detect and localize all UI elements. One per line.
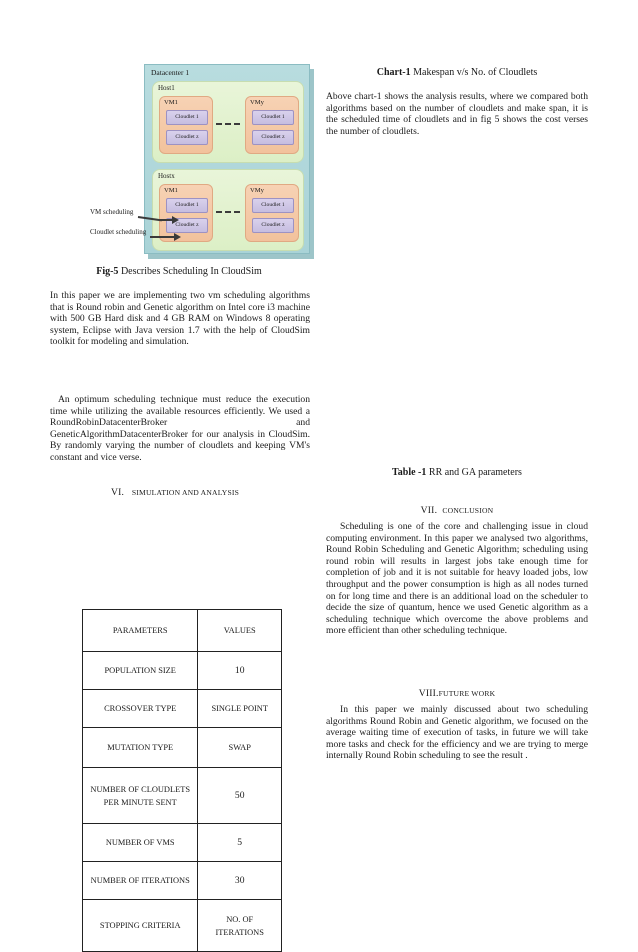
table-1-caption-text: RR and GA parameters — [426, 467, 522, 478]
vm-box — [159, 96, 213, 154]
table-row — [83, 824, 282, 862]
cloudlet-scheduling-arrow — [150, 236, 174, 238]
table-cell-value-line-1: NO. OF — [226, 914, 254, 924]
vm-box — [245, 184, 299, 242]
table-row — [83, 652, 282, 690]
table-cell-value: 10 — [198, 652, 282, 690]
conclusion-paragraph: Scheduling is one of the core and challenging issue in cloud computing environment. In this paper we analysed two algorithms, Round Robin Scheduling and Genetic Algorithm; scheduling using round robin will results in largest jobs take enough time for completion of job and it is not suitable for heavy loaded jobs, low throughput and the power consumption is high as all nodes turned on for long time and there is an additional load on the scheduler to decide the size of quantum, hence we used Genetic algorithm as a scheduling technique which overcome the above problems and more efficient than other scheduling technique. — [326, 521, 588, 637]
table-cell-value: SINGLE POINT — [198, 690, 282, 728]
section-6-title: SIMULATION AND ANALYSIS — [131, 488, 240, 497]
table-cell-param: NUMBER OF VMS — [83, 824, 198, 862]
section-8-title: FUTURE WORK — [438, 689, 496, 698]
vm-label: VM1 — [164, 99, 178, 106]
table-cell-param: MUTATION TYPE — [83, 728, 198, 768]
host-box-1 — [152, 81, 304, 163]
datacenter-label: Datacenter 1 — [151, 68, 190, 77]
chart-1-caption-text: Makespan v/s No. of Cloudlets — [410, 67, 538, 78]
cloudlet-box: Cloudlet 1 — [252, 198, 294, 213]
table-header-values: VALUES — [198, 610, 282, 652]
cloudlet-box: Cloudlet z — [252, 218, 294, 233]
cloudlet-box: Cloudlet z — [252, 130, 294, 145]
cloudlet-box: Cloudlet z — [166, 130, 208, 145]
cloudlet-box: Cloudlet 1 — [166, 110, 208, 125]
datacenter-box — [144, 64, 310, 254]
table-1-caption — [326, 467, 588, 478]
vm-label: VM1 — [164, 187, 178, 194]
table-cell-param: POPULATION SIZE — [83, 652, 198, 690]
table-cell-value: 50 — [198, 768, 282, 824]
host-label-1: Host1 — [158, 84, 175, 92]
ga-parameters-table — [82, 609, 282, 952]
table-cell-param: STOPPING CRITERIA — [83, 900, 198, 952]
figure-5-caption — [50, 266, 308, 277]
chart-1-caption — [326, 67, 588, 78]
future-work-paragraph: In this paper we mainly discussed about two scheduling algorithms Round Robin and Genetic algorithm, we focused on the average waiting time of execution of tasks, in future we will take more tasks and check for the efficiency and we are trying to merge internally Round Robin scheduling to see the result . — [326, 704, 588, 762]
table-row — [83, 862, 282, 900]
cloudlet-box: Cloudlet 1 — [252, 110, 294, 125]
cloudlet-scheduling-arrowhead — [174, 233, 181, 241]
table-row — [83, 768, 282, 824]
host-label-x: Hostx — [158, 172, 175, 180]
table-cell-param-line-1: NUMBER OF CLOUDLETS — [90, 784, 190, 794]
table-cell-param — [83, 768, 198, 824]
table-row — [83, 690, 282, 728]
scheduling-technique-paragraph: An optimum scheduling technique must reduce the execution time while utilizing the available resources efficiently. We used a RoundRobinDatacenterBroker and GeneticAlgorithmDatacenterBroker for our analysis in CloudSim. By randomly varying the number of cloudlets and keeping VM's constant and vice verse. — [50, 394, 310, 463]
chart-1-caption-label: Chart-1 — [376, 67, 411, 78]
figure-5-caption-text: Describes Scheduling In CloudSim — [118, 266, 262, 277]
figure-5-caption-label: Fig-5 — [96, 266, 119, 277]
table-cell-value: SWAP — [198, 728, 282, 768]
table-row — [83, 728, 282, 768]
chart-analysis-paragraph: Above chart-1 shows the analysis results, where we compared both algorithms based on the number of cloudlets and make span, it is the scheduled time of cloudlets and in fig 5 shows the cost verses the number of cloudlets. — [326, 91, 588, 137]
table-cell-param-line-2: PER MINUTE SENT — [103, 797, 177, 807]
vm-scheduling-label: VM scheduling — [90, 208, 134, 216]
table-row — [83, 900, 282, 952]
cloudsim-scheduling-figure — [88, 60, 318, 258]
section-7-heading — [326, 505, 588, 516]
table-cell-param: NUMBER OF ITERATIONS — [83, 862, 198, 900]
cloudlet-scheduling-label: Cloudlet scheduling — [90, 228, 147, 236]
vm-label: VMy — [250, 99, 264, 106]
vm-box — [159, 184, 213, 242]
vm-scheduling-arrow-tail — [160, 219, 172, 221]
cloudlet-box: Cloudlet 1 — [166, 198, 208, 213]
cloudlet-box: Cloudlet z — [166, 218, 208, 233]
table-header-parameters: PARAMETERS — [83, 610, 198, 652]
implementation-paragraph: In this paper we are implementing two vm scheduling algorithms that is Round robin and Genetic algorithm on Intel core i3 machine with 500 GB Hard disk and 4 GB RAM on Windows 8 operating system, Eclipse with Java version 1.7 with the help of CloudSim toolkit for modeling and simulation. — [50, 290, 310, 348]
table-cell-value: 30 — [198, 862, 282, 900]
vm-label: VMy — [250, 187, 264, 194]
vm-box — [245, 96, 299, 154]
section-6-number: VI. — [110, 487, 125, 498]
dashed-connector — [216, 211, 240, 213]
table-cell-value-line-2: ITERATIONS — [215, 927, 264, 937]
section-7-title: CONCLUSION — [442, 506, 494, 515]
table-header-row — [83, 610, 282, 652]
section-8-heading — [326, 688, 588, 699]
section-7-number: VII. — [420, 505, 438, 516]
table-cell-value — [198, 900, 282, 952]
vm-scheduling-arrowhead — [172, 216, 179, 224]
dashed-connector — [216, 123, 240, 125]
table-cell-param: CROSSOVER TYPE — [83, 690, 198, 728]
section-6-heading — [50, 487, 300, 498]
section-8-number: VIII. — [418, 688, 439, 699]
table-cell-value: 5 — [198, 824, 282, 862]
table-1-caption-label: Table -1 — [392, 467, 427, 478]
